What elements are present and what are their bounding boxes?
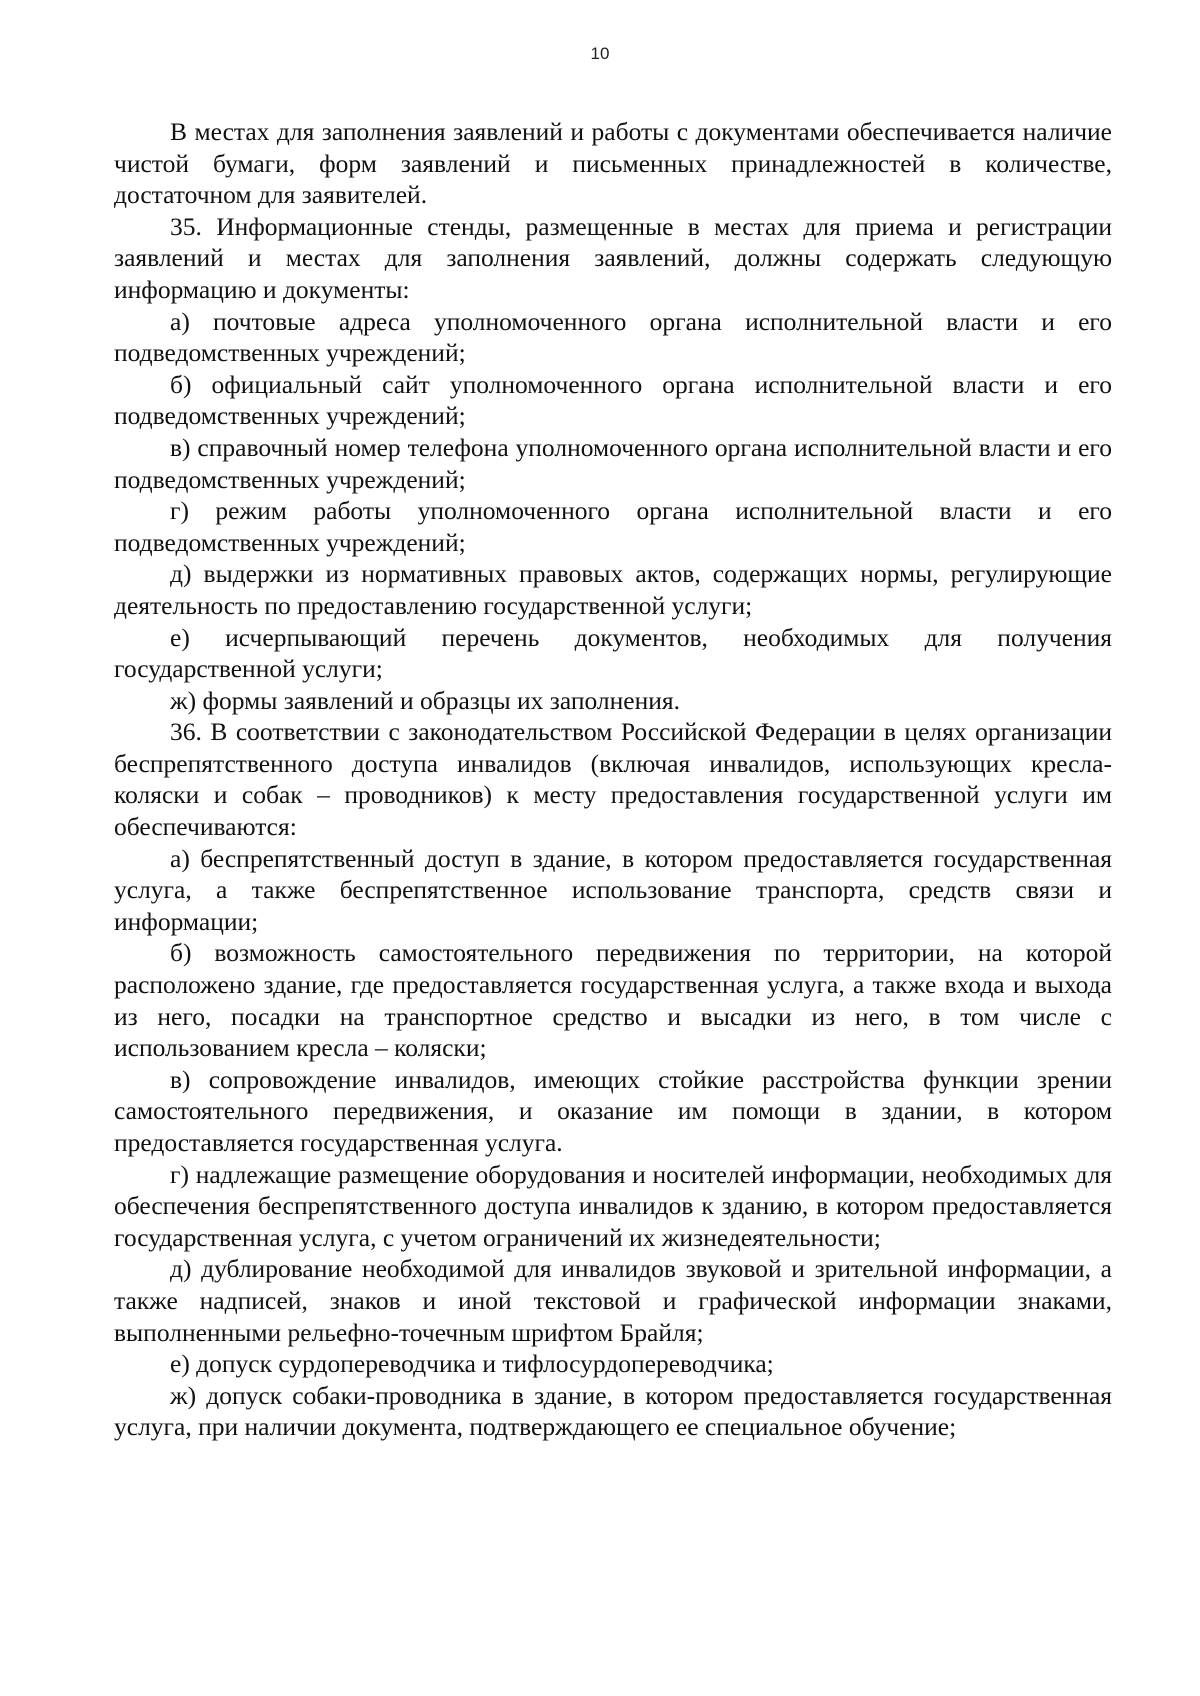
list-item-35e: е) исчерпывающий перечень документов, необходимых для получения государственной услуги; (114, 622, 1112, 684)
page-number: 10 (590, 44, 610, 63)
list-item-36g: г) надлежащие размещение оборудования и носителей информации, необходимых для обеспечения беспрепятственного доступа инвалидов к зданию, в котором предоставляется государственная услуга, с учетом ограничений их жизнедеятельности; (114, 1159, 1112, 1252)
list-item-35a: а) почтовые адреса уполномоченного органа исполнительной власти и его подведомственных учреждений; (114, 306, 1112, 368)
list-item-36a: а) беспрепятственный доступ в здание, в котором предоставляется государственная услуга, а также беспрепятственное использование транспорта, средств связи и информации; (114, 843, 1112, 936)
list-item-36v: в) сопровождение инвалидов, имеющих стойкие расстройства функции зрении самостоятельного передвижения, и оказание им помощи в здании, в котором предоставляется государственная услуга. (114, 1064, 1112, 1157)
list-item-35d: д) выдержки из нормативных правовых актов, содержащих нормы, регулирующие деятельность по предоставлению государственной услуги; (114, 559, 1112, 620)
paragraph-workplaces: В местах для заполнения заявлений и работы с документами обеспечивается наличие чистой бумаги, форм заявлений и письменных принадлежностей в количестве, достаточном для заявителей. (114, 117, 1112, 210)
list-item-36zh: ж) допуск собаки-проводника в здание, в котором предоставляется государственная услуга, при наличии документа, подтверждающего ее специальное обучение; (114, 1380, 1112, 1442)
list-item-35b: б) официальный сайт уполномоченного органа исполнительной власти и его подведомственных учреждений; (114, 369, 1112, 431)
paragraph-36: 36. В соответствии с законодательством Российской Федерации в целях организации беспрепятственного доступа инвалидов (включая инвалидов, использующих кресла-коляски и собак – проводников) к месту предоставления государственной услуги им обеспечиваются: (114, 717, 1112, 842)
list-item-36b: б) возможность самостоятельного передвижения по территории, на которой расположено здание, где предоставляется государственная услуга, а также входа и выхода из него, посадки на транспортное средство и высадки из него, в том числе с использованием кресла – коляски; (114, 938, 1112, 1063)
paragraph-35: 35. Информационные стенды, размещенные в местах для приема и регистрации заявлений и местах для заполнения заявлений, должны содержать следующую информацию и документы: (114, 211, 1112, 304)
list-item-36d: д) дублирование необходимой для инвалидов звуковой и зрительной информации, а также надписей, знаков и иной текстовой и графической информации знаками, выполненными рельефно-точечным шрифтом Брайля; (114, 1254, 1112, 1347)
list-item-35v: в) справочный номер телефона уполномоченного органа исполнительной власти и его подведомственных учреждений; (114, 432, 1112, 494)
document-body (114, 116, 1112, 1443)
list-item-36e: е) допуск сурдопереводчика и тифлосурдопереводчика; (170, 1349, 774, 1379)
list-item-35zh: ж) формы заявлений и образцы их заполнения. (170, 685, 680, 715)
list-item-35g: г) режим работы уполномоченного органа исполнительной власти и его подведомственных учреждений; (114, 496, 1112, 557)
